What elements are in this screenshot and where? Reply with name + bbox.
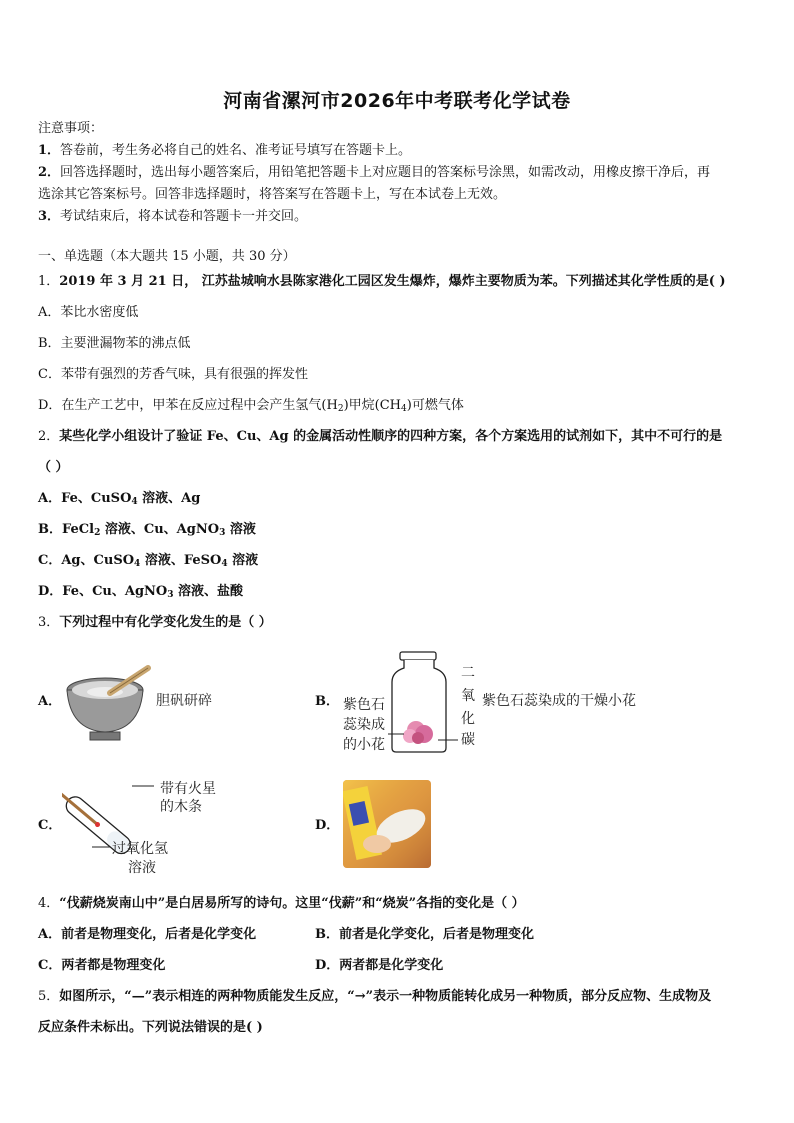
splint-label-1: 带有火星 <box>160 781 216 797</box>
question-number: 5． <box>38 989 60 1004</box>
notice-heading: 注意事项： <box>38 121 104 136</box>
question-3-option-a-text: 胆矾研碎 <box>156 693 212 709</box>
jar-flower-image <box>386 650 461 755</box>
jar-left-label-3: 的小花 <box>343 737 385 753</box>
notice-text: 考试结束后，将本试卷和答题卡一并交回。 <box>60 209 308 224</box>
notice-item <box>38 164 710 182</box>
question-4-option-d: D．两者都是化学变化 <box>315 958 444 973</box>
jar-left-label-2: 蕊染成 <box>343 717 385 733</box>
page-title: 河南省漯河市2026年中考联考化学试卷 <box>223 90 571 112</box>
question-1-stem <box>38 273 726 291</box>
food-bag-photo <box>343 780 431 868</box>
question-1-option-c: C．苯带有强烈的芳香气味，具有很强的挥发性 <box>38 367 308 382</box>
question-4-stem <box>38 895 525 913</box>
notice-text: 选涂其它答案标号。回答非选择题时，将答案写在答题卡上，写在本试卷上无效。 <box>38 187 507 202</box>
jar-right-label-2: 氧 <box>461 688 475 704</box>
jar-right-label-4: 碳 <box>461 732 475 748</box>
notice-item <box>38 186 506 204</box>
jar-right-label-3: 化 <box>461 711 475 727</box>
solution-label-1: 过氧化氢 <box>112 841 168 857</box>
question-3-option-b-text: 紫色石蕊染成的干燥小花 <box>482 693 636 709</box>
question-1-option-a: A．苯比水密度低 <box>38 305 139 320</box>
question-3-option-b-letter: B． <box>315 694 339 709</box>
question-2-option-a: A．Fe、CuSO$_4$ 溶液、Ag <box>38 491 201 507</box>
question-3-option-c-letter: C． <box>38 818 62 833</box>
question-2-option-b: B．FeCl$_2$ 溶液、Cu、AgNO$_3$ 溶液 <box>38 522 256 538</box>
question-text: “伐薪烧炭南山中”是白居易所写的诗句。这里“伐薪”和“烧炭”各指的变化是（ ） <box>59 896 525 911</box>
notice-item <box>38 208 307 226</box>
question-3-option-a-letter: A． <box>38 694 62 709</box>
solution-label-2: 溶液 <box>128 860 156 876</box>
section-heading: 一、单选题（本大题共 15 小题，共 30 分） <box>38 249 296 264</box>
notice-number: 1． <box>38 143 61 158</box>
question-4-option-b: B．前者是化学变化，后者是物理变化 <box>315 927 534 942</box>
question-3-stem <box>38 614 272 632</box>
question-number: 3． <box>38 615 60 630</box>
question-text: 某些化学小组设计了验证 Fe、Cu、Ag 的金属活动性顺序的四种方案，各个方案选用的试剂如下，其中不可行的是 <box>59 429 723 444</box>
question-2-stem <box>38 428 722 446</box>
notice-number: 2． <box>38 165 61 180</box>
question-text: 2019 年 3 月 21 日， 江苏盐城响水县陈家港化工园区发生爆炸，爆炸主要物质为苯。下列描述其化学性质的是( ) <box>59 274 726 289</box>
mortar-pestle-image <box>60 660 155 745</box>
question-2-option-c: C．Ag、CuSO$_4$ 溶液、FeSO$_4$ 溶液 <box>38 553 259 569</box>
question-text: 下列过程中有化学变化发生的是（ ） <box>59 615 272 630</box>
jar-left-label-1: 紫色石 <box>343 697 385 713</box>
notice-number: 3． <box>38 209 61 224</box>
question-text: 如图所示，“—”表示相连的两种物质能发生反应，“→”表示一种物质能转化成另一种物质，部分反应物、生成物及 <box>59 989 712 1004</box>
question-number: 4． <box>38 896 60 911</box>
question-4-option-c: C．两者都是物理变化 <box>38 958 166 973</box>
question-1-option-d: D．在生产工艺中，甲苯在反应过程中会产生氢气$(H_2)$甲烷$(CH_4)$可燃气体 <box>38 398 464 414</box>
question-4-option-a: A．前者是物理变化，后者是化学变化 <box>38 927 257 942</box>
question-1-option-b: B．主要泄漏物苯的沸点低 <box>38 336 191 351</box>
question-3-option-d-letter: D． <box>315 818 340 833</box>
question-2-stem-cont: （ ） <box>38 460 69 475</box>
question-5-stem-cont: 反应条件未标出。下列说法错误的是( ) <box>38 1020 263 1035</box>
question-number: 1． <box>38 274 60 289</box>
question-number: 2． <box>38 429 60 444</box>
question-2-option-d: D．Fe、Cu、AgNO$_3$ 溶液、盐酸 <box>38 584 244 600</box>
notice-text: 答卷前，考生务必将自己的姓名、准考证号填写在答题卡上。 <box>60 143 412 158</box>
notice-item <box>38 142 411 160</box>
notice-text: 回答选择题时，选出每小题答案后，用铅笔把答题卡上对应题目的答案标号涂黑，如需改动，用橡皮擦干净后，再 <box>60 165 711 180</box>
jar-right-label-1: 二 <box>461 665 475 681</box>
splint-label-2: 的木条 <box>160 799 202 815</box>
question-5-stem <box>38 988 711 1006</box>
